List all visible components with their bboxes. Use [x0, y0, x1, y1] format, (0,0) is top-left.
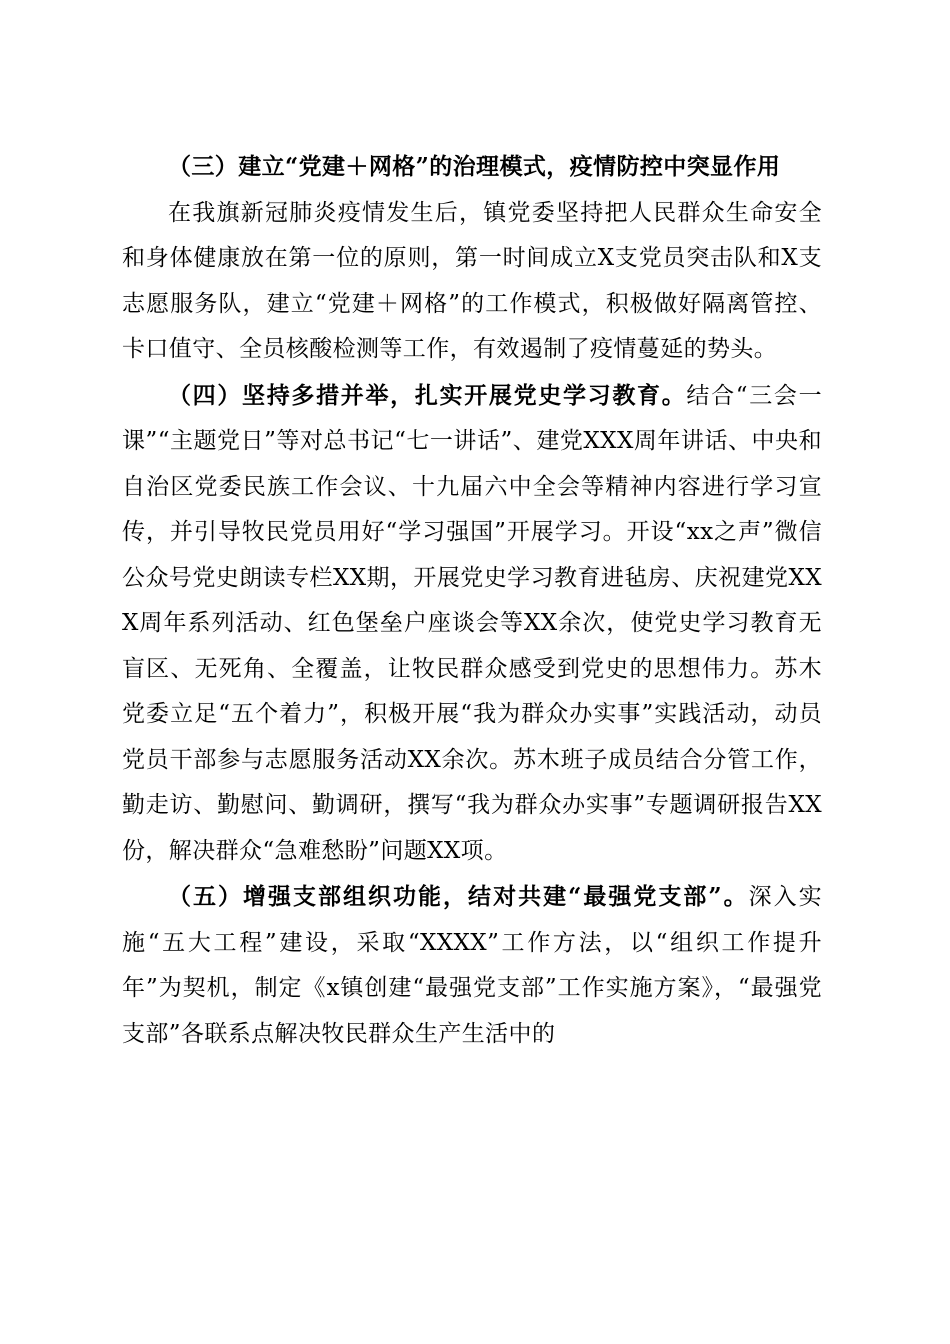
paragraph-4-heading: （四）坚持多措并举，扎实开展党史学习教育。	[168, 381, 687, 409]
paragraph-epidemic-body: 在我旗新冠肺炎疫情发生后，镇党委坚持把人民群众生命安全和身体健康放在第一位的原则，第一时间成立X支党员突击队和X支志愿服务队，建立“党建＋网格”的工作模式，积极做好隔离管控、卡口值守、全员核酸检测等工作，有效遏制了疫情蔓延的势头。	[122, 199, 822, 362]
paragraph-4	[122, 373, 822, 875]
paragraph-5-heading: （五）增强支部组织功能，结对共建“最强党支部”。	[168, 883, 749, 910]
paragraph-5	[122, 874, 822, 1057]
paragraph-5-body: 深入实施“五大工程”建设，采取“XXXX”工作方法，以“组织工作提升年”为契机，制定《x镇创建“最强党支部”工作实施方案》，“最强党支部”各联系点解决牧民群众生产生活中的	[122, 884, 823, 1047]
paragraph-4-body: 结合“三会一课”“主题党日”等对总书记“七一讲话”、建党XXX周年讲话、中央和自治区党委民族工作会议、十九届六中全会等精神内容进行学习宣传，并引导牧民党员用好“学习强国”开展学习。开设“xx之声”微信公众号党史朗读专栏XX期，开展党史学习教育进毡房、庆祝建党XXX周年系列活动、红色堡垒户座谈会等XX余次，使党史学习教育无盲区、无死角、全覆盖，让牧民群众感受到党史的思想伟力。苏木党委立足“五个着力”，积极开展“我为群众办实事”实践活动，动员党员干部参与志愿服务活动XX余次。苏木班子成员结合分管工作，勤走访、勤慰问、勤调研，撰写“我为群众办实事”专题调研报告XX份，解决群众“急难愁盼”问题XX项。	[122, 382, 822, 864]
document-page	[122, 144, 822, 1057]
paragraph-epidemic	[122, 191, 822, 373]
paragraph-3	[122, 144, 822, 191]
paragraph-3-heading: （三）建立“党建＋网格”的治理模式，疫情防控中突显作用	[168, 153, 781, 180]
